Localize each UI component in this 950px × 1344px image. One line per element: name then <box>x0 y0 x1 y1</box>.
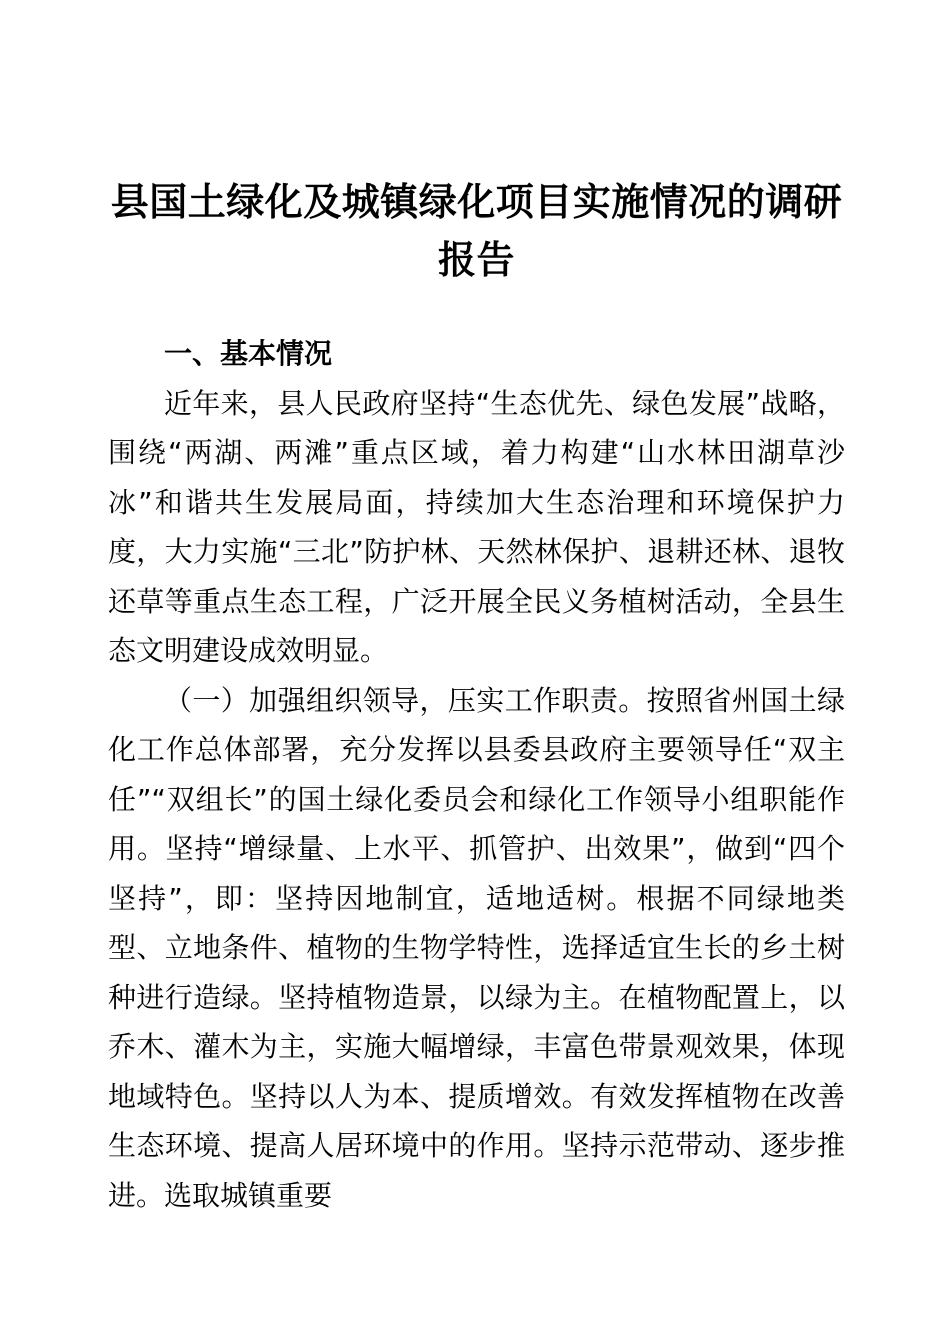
document-content <box>0 173 950 1220</box>
section-heading-basic-situation: 一、基本情况 <box>164 337 333 370</box>
paragraph-item-1-organization: （一）加强组织领导，压实工作职责。按照省州国土绿化工作总体部署，充分发挥以县委县政府主要领导任“双主任”“双组长”的国土绿化委员会和绿化工作领导小组职能作用。坚持“增绿量、上水平、抓管护、出效果”，做到“四个坚持”，即：坚持因地制宜，适地适树。根据不同绿地类型、立地条件、植物的生物学特性，选择适宜生长的乡土树种进行造绿。坚持植物造景，以绿为主。在植物配置上，以乔木、灌木为主，实施大幅增绿，丰富色带景观效果，体现地域特色。坚持以人为本、提质增效。有效发挥植物在改善生态环境、提高人居环境中的作用。坚持示范带动、逐步推进。选取城镇重要 <box>108 683 845 1212</box>
document-title: 县国土绿化及城镇绿化项目实施情况的调研报告 <box>110 180 843 282</box>
paragraph-overview: 近年来，县人民政府坚持“生态优先、绿色发展”战略，围绕“两湖、两滩”重点区域，着力构建“山水林田湖草沙冰”和谐共生发展局面，持续加大生态治理和环境保护力度，大力实施“三北”防护林、天然林保护、退耕还林、退牧还草等重点生态工程，广泛开展全民义务植树活动，全县生态文明建设成效明显。 <box>108 386 845 667</box>
